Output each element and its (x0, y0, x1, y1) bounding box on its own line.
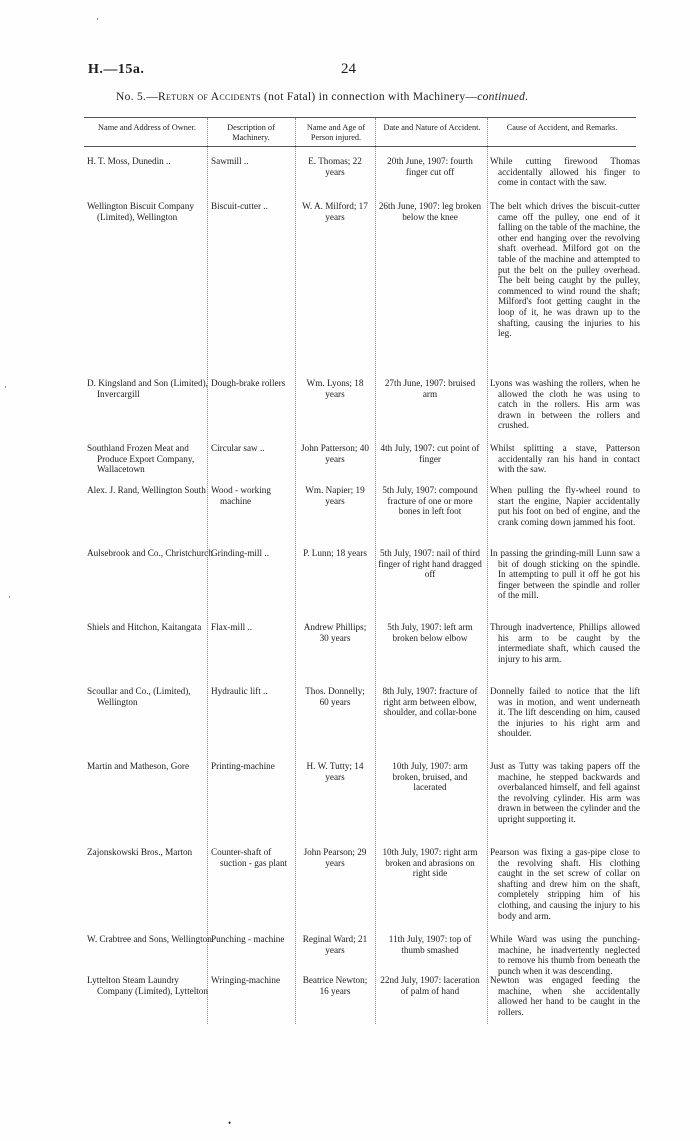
person-cell: Wm. Lyons; 18 years (306, 378, 364, 399)
owner-cell: Scoullar and Co., (Limited), Wellington (87, 686, 191, 707)
page-header-series: H.—15a. (88, 62, 145, 77)
accident-cell: 27th June, 1907: bruised arm (384, 378, 476, 399)
owner-cell: D. Kingsland and Son (Limited), Invercargill (87, 378, 208, 399)
person-cell: W. A. Milford; 17 years (302, 201, 368, 222)
owner-cell: Zajonskowski Bros., Marton (87, 847, 193, 857)
remarks-cell: While Ward was using the punching-machine, he inadvertently neglected to remove his thumb from beneath the punch when it was descending. (490, 934, 640, 976)
accident-cell: 4th July, 1907: cut point of finger (380, 443, 480, 464)
person-cell: E. Thomas; 22 years (308, 156, 362, 177)
owner-cell: Shiels and Hitchon, Kaitangata (87, 622, 202, 632)
person-cell: Wm. Napier; 19 years (305, 485, 365, 506)
remarks-cell: Lyons was washing the rollers, when he allowed the cloth he was using to catch in the rollers. His arm was drawn in between the rollers and crushed. (490, 378, 640, 431)
machinery-cell: Grinding-mill .. (211, 548, 269, 558)
accident-cell: 5th July, 1907: compound fracture of one or more bones in left foot (382, 485, 478, 517)
person-cell: John Patterson; 40 years (301, 443, 369, 464)
scan-speck: · (96, 14, 99, 24)
column-divider (207, 118, 208, 1024)
machinery-cell: Punching - machine (211, 934, 285, 944)
column-divider (375, 118, 376, 1024)
remarks-cell: Just as Tutty was taking papers off the machine, he stepped backwards and overbalanced himself, and fell against the revolving cylinder. His arm was drawn in between the cylinder and the upright supporting it. (490, 761, 640, 824)
machinery-cell: Circular saw .. (211, 443, 265, 453)
column-divider (295, 118, 296, 1024)
machinery-cell: Biscuit-cutter .. (211, 201, 268, 211)
owner-cell: Wellington Biscuit Company (Limited), Wellington (87, 201, 194, 222)
owner-cell: W. Crabtree and Sons, Wellington (87, 934, 212, 944)
accident-cell: 5th July, 1907: nail of third finger of right hand dragged off (378, 548, 482, 580)
scan-speck: • (228, 1118, 232, 1128)
remarks-cell: While cutting firewood Thomas accidentally allowed his finger to come in contact with the saw. (490, 156, 640, 188)
caption-middle: (not Fatal) in connection with Machinery— (260, 91, 478, 103)
owner-cell: Alex. J. Rand, Wellington South (87, 485, 206, 495)
column-header-accident: Date and Nature of Accident. (383, 123, 481, 132)
table-header-rule (84, 146, 636, 147)
person-cell: John Pearson; 29 years (303, 847, 367, 868)
owner-cell: H. T. Moss, Dunedin .. (87, 156, 171, 166)
person-cell: Thos. Donnelly; 60 years (305, 686, 365, 707)
caption-return: Return of Accidents (158, 91, 261, 103)
scan-speck: · (4, 382, 7, 392)
person-cell: H. W. Tutty; 14 years (306, 761, 364, 782)
column-header-remarks: Cause of Accident, and Remarks. (506, 123, 618, 132)
machinery-cell: Hydraulic lift .. (211, 686, 268, 696)
remarks-cell: When pulling the fly-wheel round to start the engine, Napier accidentally put his foot on bed of engine, and the crank coming down jammed his foot. (490, 485, 640, 527)
accident-cell: 26th June, 1907: leg broken below the knee (378, 201, 482, 222)
person-cell: Beatrice Newton; 16 years (302, 975, 368, 996)
table-caption (116, 91, 528, 103)
remarks-cell: The belt which drives the biscuit-cutter came off the pulley, one end of it falling on the table of the machine, the other end hanging over the revolving shaft overhead. Milford got on the table of the machine and attempted to put the belt on the pulley overhead. The belt being caught by the pulley, commenced to wind round the shaft; Milford's foot getting caught in the loop of it, he was drawn up to the shafting, causing the injuries to his leg. (490, 201, 640, 339)
column-header-owner: Name and Address of Owner. (98, 123, 196, 132)
column-divider (487, 118, 488, 1024)
accident-cell: 11th July, 1907: top of thumb smashed (388, 934, 472, 955)
accident-cell: 5th July, 1907: left arm broken below elbow (387, 622, 473, 643)
person-cell: Andrew Phillips; 30 years (303, 622, 367, 643)
column-header-machinery: Description of Machinery. (227, 123, 275, 142)
owner-cell: Martin and Matheson, Gore (87, 761, 190, 771)
remarks-cell: In passing the grinding-mill Lunn saw a bit of dough sticking on the spindle. In attempting to pull it off he got his finger between the spindle and roller of the mill. (490, 548, 640, 601)
machinery-cell: Dough-brake rollers (211, 378, 286, 388)
machinery-cell: Counter-shaft of suction - gas plant (211, 847, 288, 868)
remarks-cell: Whilst splitting a stave, Patterson accidentally ran his hand in contact with the saw. (490, 443, 640, 475)
accident-cell: 10th July, 1907: right arm broken and abrasions on right side (382, 847, 478, 879)
scan-speck: · (8, 592, 11, 602)
caption-continued: continued. (477, 91, 529, 103)
page-number: 24 (341, 61, 356, 77)
caption-prefix: No. 5.— (116, 91, 159, 103)
machinery-cell: Wringing-machine (211, 975, 281, 985)
accident-cell: 10th July, 1907: arm broken, bruised, and lacerated (392, 761, 468, 793)
accident-cell: 22nd July, 1907: laceration of palm of hand (380, 975, 480, 996)
person-cell: Reginal Ward; 21 years (302, 934, 368, 955)
person-cell: P. Lunn; 18 years (303, 548, 367, 558)
owner-cell: Lyttelton Steam Laundry Company (Limited), Lyttelton (87, 975, 208, 996)
machinery-cell: Sawmill .. (211, 156, 249, 166)
remarks-cell: Pearson was fixing a gas-pipe close to the revolving shaft. His clothing caught in the set screw of collar on shafting and drew him on the shaft, completely stripping him of his clothing, and causing the injury to his body and arm. (490, 847, 640, 921)
accident-cell: 8th July, 1907: fracture of right arm between elbow, shoulder, and collar-bone (382, 686, 478, 718)
column-header-person: Name and Age of Person injured. (306, 123, 366, 142)
machinery-cell: Printing-machine (211, 761, 275, 771)
remarks-cell: Newton was engaged feeding the machine, when she accidentally allowed her hand to be caught in the rollers. (490, 975, 640, 1017)
machinery-cell: Flax-mill .. (211, 622, 253, 632)
machinery-cell: Wood - working machine (211, 485, 271, 506)
remarks-cell: Through inadvertence, Phillips allowed his arm to be caught by the intermediate shaft, which caused the injury to his arm. (490, 622, 640, 664)
remarks-cell: Donnelly failed to notice that the lift was in motion, and went underneath it. The lift descending on him, caused the injuries to his right arm and shoulder. (490, 686, 640, 739)
owner-cell: Aulsebrook and Co., Christchurch (87, 548, 213, 558)
accident-cell: 20th June, 1907: fourth finger cut off (387, 156, 473, 177)
owner-cell: Southland Frozen Meat and Produce Export Company, Wallacetown (87, 443, 195, 475)
table-top-rule (84, 117, 636, 118)
